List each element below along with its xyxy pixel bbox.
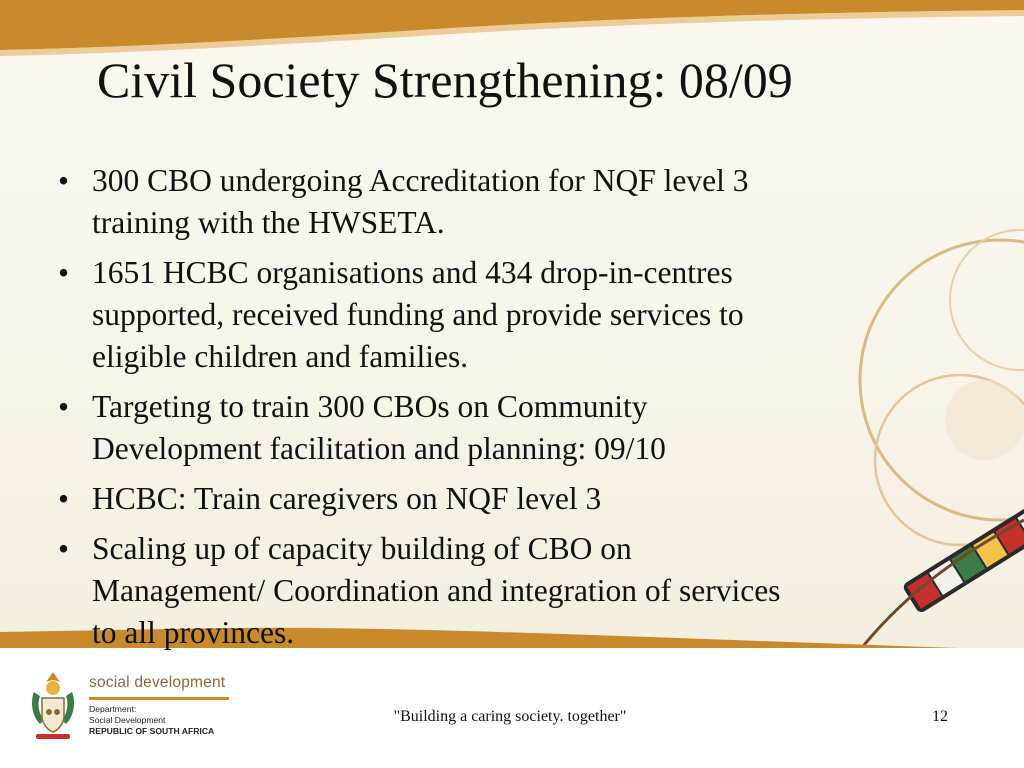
bullet-text-line: Management/ Coordination and integration of services xyxy=(92,573,781,608)
bullet-item xyxy=(58,160,963,244)
bullet-list xyxy=(58,160,963,662)
bullet-item xyxy=(58,252,963,378)
bullet-text-line: 300 CBO undergoing Accreditation for NQF level 3 xyxy=(92,163,749,198)
bullet-text-line: Development facilitation and planning: 09/10 xyxy=(92,431,666,466)
bullet-dot: • xyxy=(58,481,70,516)
brand-name: social development xyxy=(89,674,226,691)
bullet-dot: • xyxy=(58,531,70,566)
bullet-text-line: Targeting to train 300 CBOs on Community xyxy=(92,389,648,424)
bullet-item xyxy=(58,386,963,470)
bullet-item xyxy=(58,528,963,654)
footer-tagline: "Building a caring society. together" xyxy=(393,708,627,725)
bullet-text-line: to all provinces. xyxy=(92,615,295,650)
bullet-dot: • xyxy=(58,163,70,198)
bullet-dot: • xyxy=(58,255,70,290)
page-number: 12 xyxy=(932,708,948,725)
brand-underline xyxy=(89,697,229,700)
dept-line-3: REPUBLIC OF SOUTH AFRICA xyxy=(89,725,215,736)
bullet-text-line: training with the HWSETA. xyxy=(92,205,445,240)
bullet-text-line: HCBC: Train caregivers on NQF level 3 xyxy=(92,481,602,516)
dept-line-2: Social Development xyxy=(89,714,166,725)
slide-title: Civil Society Strengthening: 08/09 xyxy=(97,52,793,108)
bullet-item xyxy=(58,478,963,520)
bullet-text-line: eligible children and families. xyxy=(92,339,469,374)
dept-line-1: Department: xyxy=(89,704,137,714)
department-block xyxy=(89,704,214,736)
south-africa-coat-of-arms-icon xyxy=(22,668,84,746)
bullet-text-line: 1651 HCBC organisations and 434 drop-in-centres xyxy=(92,255,733,290)
bullet-dot: • xyxy=(58,389,70,424)
bullet-text-line: supported, received funding and provide services to xyxy=(92,297,744,332)
bullet-text-line: Scaling up of capacity building of CBO on xyxy=(92,531,632,566)
